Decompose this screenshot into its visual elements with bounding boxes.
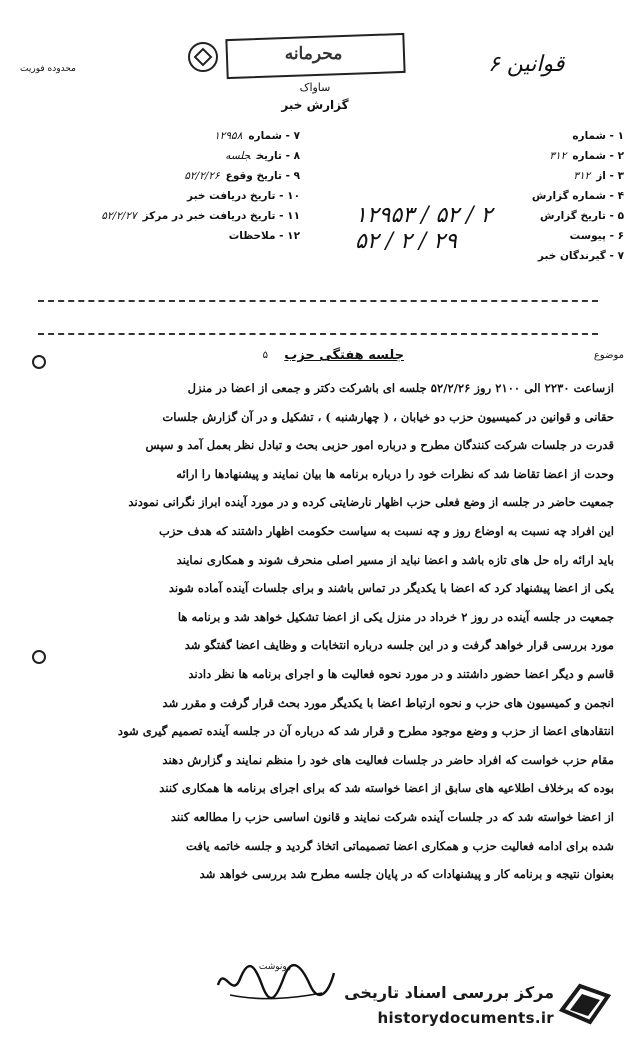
body-line: قاسم و دیگر اعضا حضور داشتند و در مورد نحوه فعالیت ها و اجرای برنامه ها نظر دادند	[188, 666, 614, 681]
organization-label: ساواک	[299, 81, 331, 94]
body-line: جمعیت در جلسه آینده در روز ۲ خرداد در منزل یکی از اعضا تشکیل خواهد شد و برنامه ها	[177, 609, 614, 624]
watermark-url: historydocuments.ir	[377, 1009, 554, 1027]
document-title: گزارش خبر	[281, 98, 349, 112]
body-line: مورد بررسی قرار خواهد گرفت و در این جلسه درباره انتخابات و وظایف اعضا گفتگو شد	[184, 638, 614, 653]
body-line: باید ارائه راه حل های تازه باشد و اعضا نباید از مسیر اصلی منحرف شوند و همکاری نمایند	[176, 552, 614, 567]
handwritten-mark: ۶	[488, 52, 500, 77]
handwritten-number-2: ۵۲ / ۲ / ۲۹	[355, 229, 457, 254]
body-line: انتقادهای اعضا از حزب و وضع موجود مطرح و قرار شد که درباره آن در جلسه آینده تصمیم گیری شود	[117, 724, 614, 739]
classification-stamp: محرمانه	[284, 44, 343, 64]
body-line: بوده که برخلاف اطلاعیه های سابق از اعضا خواسته شد که برای اجرای برنامه ها همکاری کنند	[159, 781, 614, 796]
body-line: از اعضا خواسته شد که در جلسات آینده شرکت نمایند و قانون اساسی حزب را مطالعه کنند	[170, 809, 614, 824]
body-line: شده برای ادامه فعالیت حزب و همکاری اعضا تصمیماتی اتخاذ گردید و جلسه خاتمه یافت	[186, 838, 614, 853]
meta-row: ۷ - گیرندگان خبر	[537, 250, 624, 262]
body-line: وحدت از اعضا تقاضا شد که نظرات خود را درباره برنامه ها بیان نمایند و پیشنهادها را ارائه	[176, 466, 614, 481]
body-line: این افراد چه نسبت به اوضاع روز و چه نسبت به سیاست حکومت اظهار داشتند که هدف حزب	[158, 523, 614, 538]
signature-label: رونوشت	[258, 962, 292, 972]
body-line: انجمن و کمیسیون های حزب و نحوه ارتباط اعضا با یکدیگر مورد بحث قرار گرفت و مقرر شد	[162, 695, 614, 710]
meta-row: ۹ - تاریخ وقوع۵۲/۲/۲۶	[184, 170, 300, 182]
meta-row: ۲ - شماره۳۱۲	[549, 150, 624, 162]
body-line: ازساعت ۲۲۳۰ الی ۲۱۰۰ روز ۵۲/۲/۲۶ جلسه ای باشرکت دکتر و جمعی از اعضا در منزل	[187, 381, 614, 395]
handwritten-note	[470, 52, 564, 77]
body-line: بعنوان نتیجه و برنامه کار و پیشنهادات که در پایان جلسه مطرح شد بررسی خواهد شد	[199, 867, 614, 882]
handwritten-numbers	[355, 203, 492, 255]
report-body	[22, 374, 614, 889]
meta-left-column	[8, 126, 300, 246]
archive-logo-icon	[556, 980, 612, 1028]
meta-row: ۸ - تاریخجلسه	[225, 150, 300, 162]
divider-dashed	[38, 300, 598, 302]
meta-row: ۵ - تاریخ گزارش	[540, 210, 624, 222]
body-line: مقام حزب خواست که افراد حاضر در جلسات فعالیت های خود را منظم نمایند و گزارش دهند	[162, 752, 614, 767]
subject-value: جلسه هفتگی حزب	[284, 348, 404, 363]
body-line: قدرت در جلسات شرکت کنندگان مطرح و درباره امور حزبی بحث و تبادل نظر بعمل آمد و سپس	[145, 438, 614, 453]
body-line: یکی از اعضا پیشنهاد کرد که اعضا با یکدیگر در تماس باشند و برای جلسات آینده آماده شوند	[168, 581, 614, 596]
meta-row: ۳ - از۳۱۲	[573, 170, 624, 182]
meta-row: ۷ - شماره۱۲۹۵۸	[214, 130, 300, 142]
body-line: حقانی و قوانین در کمیسیون حزب دو خیابان ، ( چهارشنبه ) ، تشکیل و در آن گزارش جلسات	[162, 409, 614, 424]
meta-row: ۶ - پیوست	[569, 230, 624, 242]
divider-dashed	[38, 333, 598, 335]
seal-icon	[186, 40, 220, 74]
handwritten-number-1: ۱۲۹۵۳ / ۵۲ / ۲	[355, 203, 493, 228]
body-line: جمعیت حاضر در جلسه از وضع فعلی حزب اظهار نارضایتی کرده و در مورد آینده ابراز نگرانی نمودند	[128, 495, 614, 510]
priority-label: محدوده فوریت	[20, 64, 76, 74]
subject-badge: ۵	[262, 350, 268, 361]
handwritten-note-text: قوانین	[506, 52, 565, 77]
meta-row: ۱۱ - تاریخ دریافت خبر در مرکز۵۲/۲/۲۷	[101, 210, 300, 222]
watermark-title: مرکز بررسی اسناد تاریخی	[344, 983, 554, 1002]
meta-row: ۴ - شماره گزارش	[531, 190, 624, 202]
subject-label: موضوع	[593, 350, 624, 361]
meta-row: ۱۲ - ملاحظات	[228, 230, 300, 242]
margin-circle-mark	[32, 355, 46, 369]
meta-row: ۱ - شماره	[572, 130, 624, 142]
meta-row: ۱۰ - تاریخ دریافت خبر	[187, 190, 300, 202]
